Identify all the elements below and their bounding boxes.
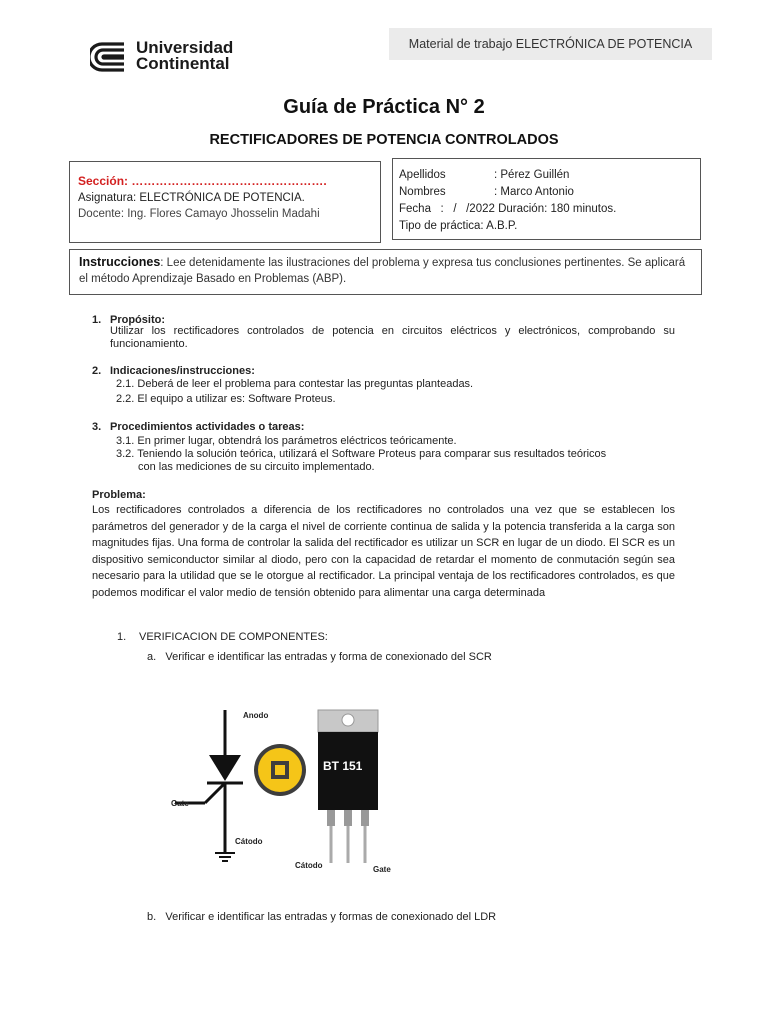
section-3-2-cont: con las mediciones de su circuito implementado. — [138, 461, 375, 473]
material-header: Material de trabajo ELECTRÓNICA DE POTENCIA — [389, 28, 712, 60]
problema-title: Problema: — [92, 489, 146, 501]
section-3-number: 3. — [92, 421, 102, 433]
section-3-1: 3.1. En primer lugar, obtendrá los parámetros eléctricos teóricamente. — [116, 435, 457, 447]
part-number-label: BT 151 — [323, 759, 363, 773]
seccion-field: Sección: …………………………………………. — [78, 174, 327, 188]
page-subtitle: RECTIFICADORES DE POTENCIA CONTROLADOS — [209, 132, 559, 148]
section-3-2: 3.2. Teniendo la solución teórica, utilizará el Software Proteus para comparar sus resultados teóricos — [116, 448, 607, 460]
section-1-text: Utilizar los rectificadores controlados de potencia en circuitos eléctricos y electrónicos, comprobando su funcionamiento. — [110, 325, 675, 350]
scr-figure — [165, 705, 395, 877]
gate-pin-label: Gate — [373, 865, 391, 874]
catodo-pin-label: Cátodo — [295, 861, 323, 870]
catodo-label: Cátodo — [235, 837, 263, 846]
section-2-title: Indicaciones/instrucciones: — [110, 365, 255, 377]
section-2-2: 2.2. El equipo a utilizar es: Software Proteus. — [116, 393, 336, 405]
gate-label: Gate — [171, 799, 189, 808]
asignatura-text: Asignatura: ELECTRÓNICA DE POTENCIA. — [78, 192, 305, 204]
verificacion-title: VERIFICACION DE COMPONENTES: — [139, 631, 328, 643]
university-logo — [90, 40, 240, 76]
page-title: Guía de Práctica N° 2 — [283, 96, 485, 118]
problema-text: Los rectificadores controlados a diferencia de los rectificadores no controlados una vez que se establecen los parámetros del generador y de la carga el nivel de corriente continua de salida y la potencia transferida a la carga son magnitudes fijas. Una forma de controlar la salida del rectificador es utilizar un SCR en lugar de un diodo. El SCR es un dispositivo semiconductor similar al diodo, pero con la capacidad de retardar el momento de conmutación según sea necesario para la utilidad que se le otorgue al rectificador. La principal ventaja de los rectificadores controlados, es que podemos modificar el valor medio de tensión obtenido para alimentar una carga determinada — [92, 504, 675, 599]
scr-symbol-icon — [165, 705, 395, 877]
section-2-1: 2.1. Deberá de leer el problema para contestar las preguntas planteadas. — [116, 378, 474, 390]
apellidos-label: Apellidos — [399, 169, 446, 181]
section-1-number: 1. — [92, 314, 102, 326]
instructions-text — [79, 254, 694, 287]
tipo-practica-text: Tipo de práctica: A.B.P. — [399, 220, 518, 232]
section-1-title: Propósito: — [110, 314, 165, 326]
verificacion-a: a. Verificar e identificar las entradas y forma de conexionado del SCR — [147, 651, 492, 663]
instructions-body: : Lee detenidamente las ilustraciones del problema y expresa tus conclusiones pertinentes. Se aplicará el método Aprendizaje Basado en Problemas (ABP). — [79, 257, 686, 285]
logo-text: Universidad Continental — [136, 38, 234, 73]
anodo-label: Anodo — [243, 711, 269, 720]
nombres-label: Nombres — [399, 186, 446, 198]
apellidos-value: : Pérez Guillén — [494, 169, 570, 181]
nombres-value: : Marco Antonio — [494, 186, 574, 198]
docente-text: Docente: Ing. Flores Camayo Jhosselin Madahi — [78, 208, 320, 220]
logo-mark-icon — [90, 40, 130, 74]
verificacion-number: 1. — [117, 631, 127, 643]
fecha-text: Fecha : / /2022 Duración: 180 minutos. — [399, 203, 617, 215]
verificacion-b: b. Verificar e identificar las entradas y formas de conexionado del LDR — [147, 911, 497, 923]
instructions-label: Instrucciones — [79, 255, 161, 269]
section-3-title: Procedimientos actividades o tareas: — [110, 421, 305, 433]
section-2-number: 2. — [92, 365, 102, 377]
